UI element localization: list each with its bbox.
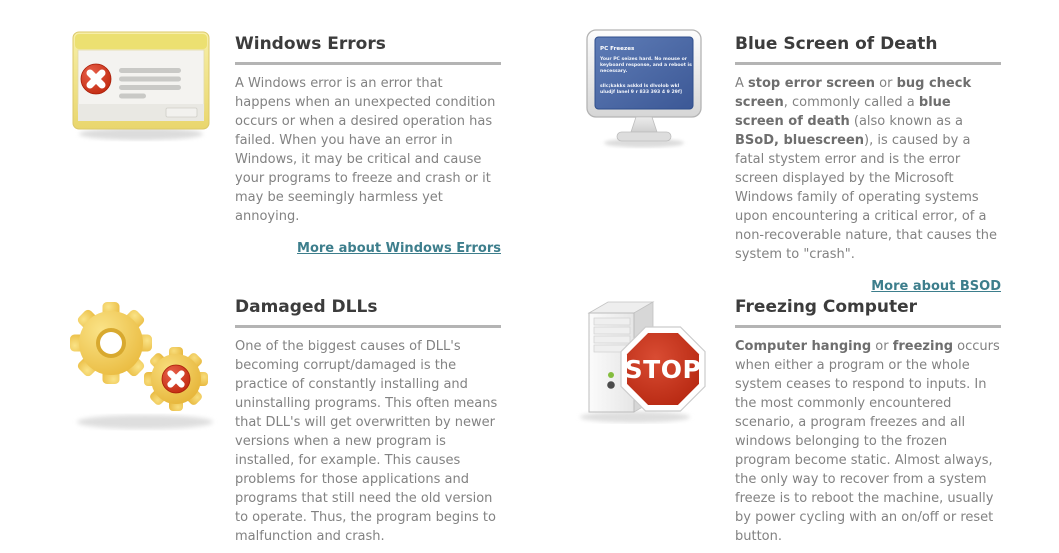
section-text [235, 291, 501, 546]
error-badge [81, 64, 111, 94]
damaged-gears-icon-svg [63, 291, 223, 433]
svg-text:necessary.: necessary. [600, 69, 628, 74]
frozen-computer-stop-icon [555, 291, 735, 425]
more-about-bsod-link[interactable]: More about BSOD [871, 279, 1001, 294]
error-window-icon [50, 28, 235, 146]
section-paragraph: One of the biggest causes of DLL's becoming corrupt/damaged is the practice of constantly installing and uninstalling programs. This often means that DLL's will get overwritten by newer versions when a new program is installed, for example. This causes problems for those applications and programs that still need the old version to operate. Thus, the program begins to malfunction and crash. [235, 339, 498, 544]
svg-text:keyboard response, and a reboo: keyboard response, and a reboot is [600, 63, 692, 68]
divider [735, 325, 1001, 328]
power-led [608, 372, 614, 378]
svg-text:Your PC seizes hard. No mouse: Your PC seizes hard. No mouse or [600, 57, 688, 62]
divider [735, 62, 1001, 65]
svg-text:sllc;kakks askkd ls dlvolob w: sllc;kakks askkd ls dlvolob wkl [600, 84, 680, 89]
window-button [166, 108, 197, 117]
window-titlebar [75, 34, 207, 49]
section-freezing-computer [555, 291, 1001, 546]
bsod-monitor-icon [555, 28, 735, 150]
frozen-computer-stop-icon-svg [573, 291, 717, 425]
section-paragraph: A Windows error is an error that happens when an unexpected condition occurs or when a desired operation has failed. When you have an error in Windows, it may be critical and cause your programs to freeze and crash or it may be seemingly harmless yet annoying. [235, 76, 496, 224]
section-paragraph: Computer hanging or freezing occurs when either a program or the whole system ceases to respond to inputs. In the most commonly encountered scenario, a program freezes and all windows belonging to the frozen program become static. Almost always, the only way to recover from a system freeze is to reboot the machine, usually by power cycling with an on/off or reset button. [735, 339, 1000, 544]
divider [235, 325, 501, 328]
stop-sign [621, 327, 705, 411]
damaged-gears-icon [50, 291, 235, 433]
large-gear [70, 302, 152, 384]
stop-label: STOP [624, 355, 702, 384]
section-text [235, 28, 501, 256]
small-gear [144, 347, 208, 411]
bsod-monitor-icon-svg [577, 28, 713, 150]
section-title: Blue Screen of Death [735, 34, 938, 54]
error-badge [162, 365, 190, 393]
section-blue-screen-of-death [555, 28, 1001, 294]
section-windows-errors [50, 28, 501, 256]
svg-text:uludjf lanel 9 r 833 393 4 9: uludjf lanel 9 r 833 393 4 9 29f] [600, 90, 682, 95]
section-title: Freezing Computer [735, 297, 918, 317]
section-text [735, 291, 1001, 546]
icon-shadow [580, 412, 690, 423]
monitor-stand [631, 117, 657, 132]
section-paragraph: A stop error screen or bug check screen, commonly called a blue screen of death (also known as a BSoD, bluescreen), is caused by a fatal stystem error and is the error screen displayed by the Microsoft Windows family of operating systems upon encountering a critical error, of a non-recoverable nature, that causes the system to "crash". [735, 76, 998, 262]
section-title: Damaged DLLs [235, 297, 378, 317]
icon-shadow [79, 128, 203, 140]
monitor-base [617, 132, 671, 141]
svg-text:PC Freezes: PC Freezes [600, 46, 635, 52]
error-window-icon-svg [63, 28, 223, 146]
section-title: Windows Errors [235, 34, 386, 54]
power-button [607, 381, 615, 389]
divider [235, 62, 501, 65]
section-text [735, 28, 1001, 294]
more-about-windows-errors-link[interactable]: More about Windows Errors [297, 241, 501, 256]
section-damaged-dlls [50, 291, 501, 546]
icon-shadow [77, 415, 213, 429]
